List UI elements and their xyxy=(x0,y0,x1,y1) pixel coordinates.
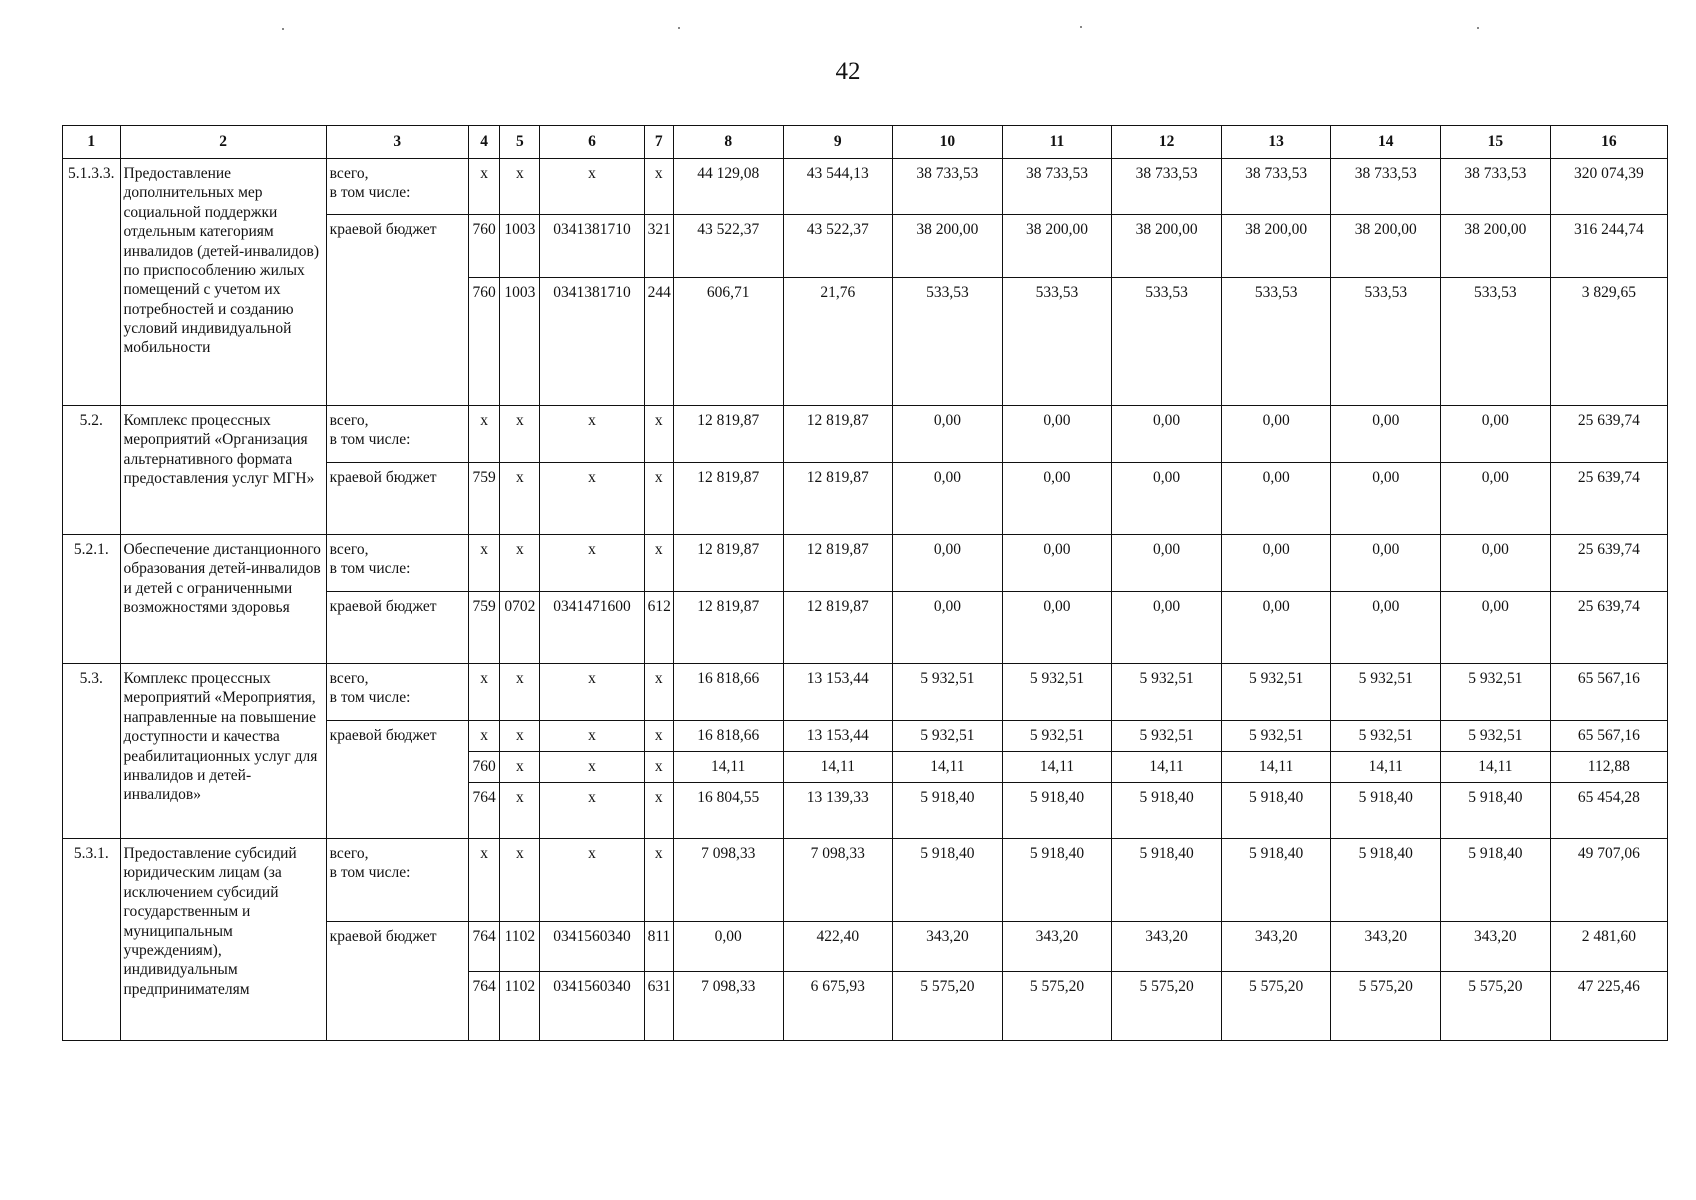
amount-cell: 12 819,87 xyxy=(783,592,893,664)
amount-cell: 38 200,00 xyxy=(893,215,1003,278)
admin-code-cell: х xyxy=(468,664,499,721)
amount-cell: 5 575,20 xyxy=(1002,972,1112,1041)
amount-cell: 5 932,51 xyxy=(1441,664,1551,721)
admin-code-cell: х xyxy=(468,535,499,592)
target-article-cell: х xyxy=(540,463,644,535)
section-code-cell: х xyxy=(500,752,540,783)
amount-cell: 38 200,00 xyxy=(1002,215,1112,278)
funding-source: всего, в том числе: xyxy=(326,159,468,215)
column-header: 15 xyxy=(1441,126,1551,159)
amount-cell: 14,11 xyxy=(1331,752,1441,783)
column-header: 6 xyxy=(540,126,644,159)
section-code-cell: 1003 xyxy=(500,278,540,406)
amount-cell: 5 918,40 xyxy=(1331,783,1441,839)
amount-cell: 16 804,55 xyxy=(673,783,783,839)
amount-cell: 38 200,00 xyxy=(1112,215,1222,278)
admin-code-cell: 760 xyxy=(468,278,499,406)
amount-cell: 0,00 xyxy=(893,535,1003,592)
amount-cell: 5 932,51 xyxy=(893,721,1003,752)
admin-code-cell: 764 xyxy=(468,783,499,839)
expense-type-cell: 244 xyxy=(644,278,673,406)
amount-cell: 533,53 xyxy=(1002,278,1112,406)
column-header: 10 xyxy=(893,126,1003,159)
amount-cell: 14,11 xyxy=(1441,752,1551,783)
funding-source: всего, в том числе: xyxy=(326,839,468,922)
column-header: 13 xyxy=(1221,126,1331,159)
column-header: 4 xyxy=(468,126,499,159)
expense-type-cell: х xyxy=(644,783,673,839)
amount-cell: 0,00 xyxy=(1441,592,1551,664)
amount-cell: 5 918,40 xyxy=(893,839,1003,922)
amount-cell: 5 932,51 xyxy=(1221,664,1331,721)
amount-cell: 5 918,40 xyxy=(1221,839,1331,922)
item-code: 5.2.1. xyxy=(63,535,121,664)
expense-type-cell: 321 xyxy=(644,215,673,278)
amount-cell: 25 639,74 xyxy=(1550,535,1667,592)
expense-type-cell: х xyxy=(644,159,673,215)
amount-cell: 0,00 xyxy=(1002,592,1112,664)
amount-cell: 13 153,44 xyxy=(783,664,893,721)
section-code-cell: х xyxy=(500,839,540,922)
amount-cell: 5 918,40 xyxy=(1441,839,1551,922)
expense-type-cell: 631 xyxy=(644,972,673,1041)
amount-cell: 25 639,74 xyxy=(1550,463,1667,535)
amount-cell: 47 225,46 xyxy=(1550,972,1667,1041)
expense-type-cell: х xyxy=(644,752,673,783)
amount-cell: 12 819,87 xyxy=(673,592,783,664)
column-header: 3 xyxy=(326,126,468,159)
amount-cell: 316 244,74 xyxy=(1550,215,1667,278)
amount-cell: 5 932,51 xyxy=(1112,721,1222,752)
admin-code-cell: 764 xyxy=(468,972,499,1041)
budget-table xyxy=(62,125,1668,1041)
admin-code-cell: х xyxy=(468,406,499,463)
amount-cell: 320 074,39 xyxy=(1550,159,1667,215)
target-article-cell: х xyxy=(540,159,644,215)
amount-cell: 3 829,65 xyxy=(1550,278,1667,406)
expense-type-cell: х xyxy=(644,839,673,922)
amount-cell: 43 522,37 xyxy=(673,215,783,278)
amount-cell: 65 454,28 xyxy=(1550,783,1667,839)
table-row xyxy=(63,406,1668,463)
amount-cell: 0,00 xyxy=(1221,406,1331,463)
amount-cell: 0,00 xyxy=(893,406,1003,463)
item-code: 5.1.3.3. xyxy=(63,159,121,406)
admin-code-cell: х xyxy=(468,839,499,922)
amount-cell: 5 918,40 xyxy=(1112,783,1222,839)
funding-source: краевой бюджет xyxy=(326,215,468,406)
amount-cell: 44 129,08 xyxy=(673,159,783,215)
amount-cell: 112,88 xyxy=(1550,752,1667,783)
amount-cell: 38 200,00 xyxy=(1441,215,1551,278)
amount-cell: 25 639,74 xyxy=(1550,406,1667,463)
section-code-cell: 1102 xyxy=(500,922,540,972)
amount-cell: 13 153,44 xyxy=(783,721,893,752)
amount-cell: 2 481,60 xyxy=(1550,922,1667,972)
amount-cell: 0,00 xyxy=(1112,592,1222,664)
amount-cell: 5 575,20 xyxy=(1441,972,1551,1041)
amount-cell: 25 639,74 xyxy=(1550,592,1667,664)
expense-type-cell: 811 xyxy=(644,922,673,972)
amount-cell: 5 932,51 xyxy=(893,664,1003,721)
target-article-cell: х xyxy=(540,721,644,752)
amount-cell: 38 733,53 xyxy=(1112,159,1222,215)
target-article-cell: 0341560340 xyxy=(540,922,644,972)
amount-cell: 14,11 xyxy=(673,752,783,783)
section-code-cell: х xyxy=(500,463,540,535)
expense-type-cell: 612 xyxy=(644,592,673,664)
amount-cell: 38 200,00 xyxy=(1331,215,1441,278)
item-name: Комплекс процессных мероприятий «Организация альтернативного формата предоставления услуг МГН» xyxy=(120,406,326,535)
expense-type-cell: х xyxy=(644,535,673,592)
amount-cell: 0,00 xyxy=(1112,463,1222,535)
header-row xyxy=(63,126,1668,159)
amount-cell: 5 918,40 xyxy=(1112,839,1222,922)
amount-cell: 65 567,16 xyxy=(1550,721,1667,752)
target-article-cell: х xyxy=(540,664,644,721)
admin-code-cell: х xyxy=(468,159,499,215)
amount-cell: 343,20 xyxy=(1331,922,1441,972)
amount-cell: 5 918,40 xyxy=(1221,783,1331,839)
amount-cell: 16 818,66 xyxy=(673,721,783,752)
item-name: Обеспечение дистанционного образования детей-инвалидов и детей с ограниченными возможностями здоровья xyxy=(120,535,326,664)
amount-cell: 38 733,53 xyxy=(1002,159,1112,215)
amount-cell: 38 733,53 xyxy=(893,159,1003,215)
column-header: 2 xyxy=(120,126,326,159)
amount-cell: 12 819,87 xyxy=(783,535,893,592)
amount-cell: 0,00 xyxy=(1221,535,1331,592)
amount-cell: 38 733,53 xyxy=(1221,159,1331,215)
amount-cell: 5 575,20 xyxy=(1221,972,1331,1041)
funding-source: краевой бюджет xyxy=(326,922,468,1041)
funding-source: краевой бюджет xyxy=(326,592,468,664)
amount-cell: 5 932,51 xyxy=(1331,664,1441,721)
column-header: 9 xyxy=(783,126,893,159)
target-article-cell: х xyxy=(540,752,644,783)
expense-type-cell: х xyxy=(644,721,673,752)
section-code-cell: 0702 xyxy=(500,592,540,664)
admin-code-cell: 764 xyxy=(468,922,499,972)
table-row xyxy=(63,664,1668,721)
target-article-cell: 0341471600 xyxy=(540,592,644,664)
target-article-cell: х xyxy=(540,406,644,463)
amount-cell: 7 098,33 xyxy=(673,839,783,922)
amount-cell: 12 819,87 xyxy=(673,406,783,463)
amount-cell: 6 675,93 xyxy=(783,972,893,1041)
table-row xyxy=(63,535,1668,592)
amount-cell: 16 818,66 xyxy=(673,664,783,721)
amount-cell: 606,71 xyxy=(673,278,783,406)
column-header: 8 xyxy=(673,126,783,159)
amount-cell: 343,20 xyxy=(1002,922,1112,972)
section-code-cell: 1003 xyxy=(500,215,540,278)
amount-cell: 38 200,00 xyxy=(1221,215,1331,278)
amount-cell: 0,00 xyxy=(1441,463,1551,535)
target-article-cell: 0341381710 xyxy=(540,278,644,406)
amount-cell: 0,00 xyxy=(893,463,1003,535)
amount-cell: 5 575,20 xyxy=(1112,972,1222,1041)
target-article-cell: х xyxy=(540,839,644,922)
item-code: 5.3. xyxy=(63,664,121,839)
amount-cell: 343,20 xyxy=(1441,922,1551,972)
funding-source: краевой бюджет xyxy=(326,463,468,535)
amount-cell: 65 567,16 xyxy=(1550,664,1667,721)
amount-cell: 0,00 xyxy=(1441,406,1551,463)
amount-cell: 0,00 xyxy=(1002,406,1112,463)
amount-cell: 49 707,06 xyxy=(1550,839,1667,922)
column-header: 11 xyxy=(1002,126,1112,159)
column-header: 1 xyxy=(63,126,121,159)
column-header: 16 xyxy=(1550,126,1667,159)
amount-cell: 533,53 xyxy=(893,278,1003,406)
amount-cell: 533,53 xyxy=(1331,278,1441,406)
amount-cell: 7 098,33 xyxy=(673,972,783,1041)
amount-cell: 343,20 xyxy=(893,922,1003,972)
section-code-cell: х xyxy=(500,406,540,463)
amount-cell: 0,00 xyxy=(1112,406,1222,463)
amount-cell: 43 522,37 xyxy=(783,215,893,278)
target-article-cell: 0341560340 xyxy=(540,972,644,1041)
admin-code-cell: 759 xyxy=(468,463,499,535)
admin-code-cell: 759 xyxy=(468,592,499,664)
amount-cell: 14,11 xyxy=(1112,752,1222,783)
amount-cell: 14,11 xyxy=(893,752,1003,783)
amount-cell: 5 575,20 xyxy=(893,972,1003,1041)
section-code-cell: х xyxy=(500,664,540,721)
amount-cell: 12 819,87 xyxy=(673,535,783,592)
amount-cell: 14,11 xyxy=(783,752,893,783)
item-code: 5.2. xyxy=(63,406,121,535)
amount-cell: 12 819,87 xyxy=(783,406,893,463)
amount-cell: 533,53 xyxy=(1221,278,1331,406)
amount-cell: 21,76 xyxy=(783,278,893,406)
item-name: Комплекс процессных мероприятий «Мероприятия, направленные на повышение доступности и качества реабилитационных услуг для инвалидов и детей-инвалидов» xyxy=(120,664,326,839)
item-name: Предоставление субсидий юридическим лицам (за исключением субсидий государственным и муниципальным учреждениям), индивидуальным предпринимателям xyxy=(120,839,326,1041)
column-header: 14 xyxy=(1331,126,1441,159)
amount-cell: 43 544,13 xyxy=(783,159,893,215)
amount-cell: 533,53 xyxy=(1112,278,1222,406)
amount-cell: 13 139,33 xyxy=(783,783,893,839)
admin-code-cell: х xyxy=(468,721,499,752)
amount-cell: 7 098,33 xyxy=(783,839,893,922)
amount-cell: 5 918,40 xyxy=(1002,839,1112,922)
amount-cell: 5 932,51 xyxy=(1331,721,1441,752)
amount-cell: 5 932,51 xyxy=(1002,721,1112,752)
target-article-cell: х xyxy=(540,783,644,839)
amount-cell: 14,11 xyxy=(1002,752,1112,783)
amount-cell: 5 575,20 xyxy=(1331,972,1441,1041)
amount-cell: 5 932,51 xyxy=(1002,664,1112,721)
amount-cell: 343,20 xyxy=(1112,922,1222,972)
table-row xyxy=(63,159,1668,215)
admin-code-cell: 760 xyxy=(468,752,499,783)
section-code-cell: х xyxy=(500,159,540,215)
page-number: 42 xyxy=(835,58,861,85)
target-article-cell: х xyxy=(540,535,644,592)
expense-type-cell: х xyxy=(644,406,673,463)
amount-cell: 0,00 xyxy=(1002,535,1112,592)
amount-cell: 0,00 xyxy=(1221,592,1331,664)
amount-cell: 38 733,53 xyxy=(1441,159,1551,215)
amount-cell: 5 918,40 xyxy=(1441,783,1551,839)
amount-cell: 0,00 xyxy=(893,592,1003,664)
amount-cell: 0,00 xyxy=(1331,592,1441,664)
expense-type-cell: х xyxy=(644,664,673,721)
amount-cell: 14,11 xyxy=(1221,752,1331,783)
section-code-cell: 1102 xyxy=(500,972,540,1041)
amount-cell: 5 932,51 xyxy=(1112,664,1222,721)
table-row xyxy=(63,839,1668,922)
column-header: 5 xyxy=(500,126,540,159)
amount-cell: 5 932,51 xyxy=(1221,721,1331,752)
item-name: Предоставление дополнительных мер социальной поддержки отдельным категориям инвалидов (детей-инвалидов) по приспособлению жилых помещений с учетом их потребностей и созданию условий индивидуальной мобильности xyxy=(120,159,326,406)
amount-cell: 422,40 xyxy=(783,922,893,972)
column-header: 12 xyxy=(1112,126,1222,159)
funding-source: всего, в том числе: xyxy=(326,664,468,721)
funding-source: всего, в том числе: xyxy=(326,406,468,463)
amount-cell: 12 819,87 xyxy=(673,463,783,535)
amount-cell: 38 733,53 xyxy=(1331,159,1441,215)
amount-cell: 5 918,40 xyxy=(893,783,1003,839)
item-code: 5.3.1. xyxy=(63,839,121,1041)
amount-cell: 0,00 xyxy=(1112,535,1222,592)
section-code-cell: х xyxy=(500,535,540,592)
funding-source: краевой бюджет xyxy=(326,721,468,839)
funding-source: всего, в том числе: xyxy=(326,535,468,592)
column-header: 7 xyxy=(644,126,673,159)
amount-cell: 0,00 xyxy=(1331,463,1441,535)
section-code-cell: х xyxy=(500,783,540,839)
amount-cell: 0,00 xyxy=(1441,535,1551,592)
admin-code-cell: 760 xyxy=(468,215,499,278)
amount-cell: 343,20 xyxy=(1221,922,1331,972)
amount-cell: 5 918,40 xyxy=(1331,839,1441,922)
amount-cell: 12 819,87 xyxy=(783,463,893,535)
amount-cell: 0,00 xyxy=(1331,535,1441,592)
amount-cell: 0,00 xyxy=(673,922,783,972)
amount-cell: 0,00 xyxy=(1221,463,1331,535)
expense-type-cell: х xyxy=(644,463,673,535)
amount-cell: 0,00 xyxy=(1002,463,1112,535)
section-code-cell: х xyxy=(500,721,540,752)
amount-cell: 533,53 xyxy=(1441,278,1551,406)
amount-cell: 0,00 xyxy=(1331,406,1441,463)
amount-cell: 5 918,40 xyxy=(1002,783,1112,839)
target-article-cell: 0341381710 xyxy=(540,215,644,278)
amount-cell: 5 932,51 xyxy=(1441,721,1551,752)
